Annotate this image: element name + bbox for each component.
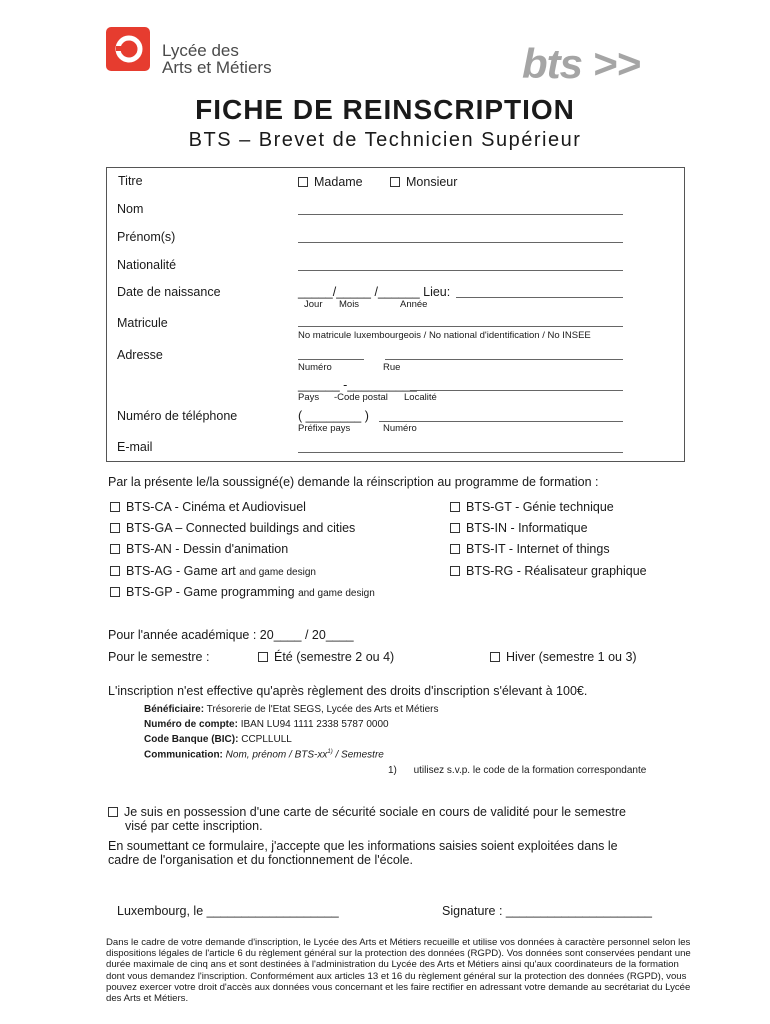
ete-checkbox[interactable] [258,652,268,662]
communication-footnote-ref: 1) [327,749,333,755]
program-option[interactable] [110,500,306,514]
communication-value: Nom, prénom / BTS-xx [225,749,328,761]
naissance-label: Date de naissance [117,285,221,299]
program-sublabel: and game design [239,567,316,578]
program-option[interactable] [110,542,288,556]
annee-hint: Année [400,299,428,310]
prefixe-hint: Préfixe pays [298,423,351,434]
email-field[interactable] [298,452,623,453]
mois-hint: Mois [339,299,360,310]
bic-row [144,734,292,745]
beneficiaire-value: Trésorerie de l'Etat SEGS, Lycée des Arts et Métiers [206,704,439,715]
program-label: BTS-AG - Game art [126,564,236,578]
program-checkbox[interactable] [450,523,460,533]
program-option[interactable] [450,542,610,556]
beneficiaire-row [144,704,438,715]
footnote [388,765,646,776]
telephone-prefix-field[interactable]: ( ________ ) [298,409,369,423]
annee-academique[interactable]: Pour l'année académique : 20____ / 20____ [108,628,354,642]
nom-label: Nom [117,202,144,216]
program-option[interactable] [450,564,647,578]
prenom-field[interactable] [298,242,623,243]
ete-option[interactable] [258,650,394,664]
localite-field[interactable] [410,390,623,391]
program-checkbox[interactable] [110,544,120,554]
school-logo-icon [106,27,150,71]
compte-value: IBAN LU94 1111 2338 5787 0000 [240,719,389,730]
program-label: BTS-AN - Dessin d'animation [126,542,289,556]
program-checkbox[interactable] [450,502,460,512]
telephone-field[interactable] [379,421,623,422]
lieu-date-field[interactable]: Luxembourg, le ___________________ [117,904,339,918]
school-name [162,42,272,76]
pays-cp-field[interactable]: ______ -__________ [298,378,417,392]
semestre-label: Pour le semestre : [108,650,210,664]
rue-hint: Rue [383,362,401,373]
numero-hint: Numéro [298,362,332,373]
program-checkbox[interactable] [450,544,460,554]
program-option[interactable] [450,500,614,514]
madame-option[interactable] [298,175,363,189]
date-lieu-field[interactable]: _____/_____ /______ Lieu: [298,285,451,299]
bts-logo: bts >> [522,40,640,87]
bic-value: CCPLLULL [241,734,292,745]
program-sublabel: and game design [298,588,375,599]
payment-intro: L'inscription n'est effective qu'après règlement des droits d'inscription s'élevant à 100€. [108,684,588,698]
communication-tail: / Semestre [332,749,384,761]
hiver-checkbox[interactable] [490,652,500,662]
program-label: BTS-GP - Game programming [126,585,295,599]
adresse-label: Adresse [117,348,163,362]
hiver-option[interactable] [490,650,637,664]
school-name-line1: Lycée des [162,41,239,60]
program-option[interactable] [450,521,588,535]
monsieur-option[interactable] [390,175,457,189]
securite-text: Je suis en possession d'une carte de sécurité sociale en cours de validité pour le semestre [124,805,626,819]
securite-checkbox[interactable] [108,807,118,817]
program-label: BTS-GT - Génie technique [466,500,614,514]
securite-text-line2: visé par cette inscription. [125,819,263,833]
telephone-label: Numéro de téléphone [117,409,238,423]
rue-field[interactable] [385,359,623,360]
numero-field[interactable] [298,359,364,360]
tel-numero-hint: Numéro [383,423,417,434]
request-text: Par la présente le/la soussigné(e) demande la réinscription au programme de formation : [108,475,599,489]
nom-field[interactable] [298,214,623,215]
consent-line2: cadre de l'organisation et du fonctionnement de l'école. [108,853,413,867]
matricule-label: Matricule [117,316,168,330]
program-checkbox[interactable] [110,566,120,576]
program-checkbox[interactable] [450,566,460,576]
program-option[interactable] [110,585,375,599]
program-label: BTS-IT - Internet of things [466,542,610,556]
bic-label: Code Banque (BIC): [144,734,239,745]
compte-row [144,719,389,730]
lieu-field[interactable] [456,297,623,298]
pays-hint: Pays [298,392,320,403]
program-option[interactable] [110,564,316,578]
consent-line1: En soumettant ce formulaire, j'accepte que les informations saisies soient exploitées dans le [108,839,618,853]
matricule-field[interactable] [298,326,623,327]
madame-checkbox[interactable] [298,177,308,187]
program-label: BTS-GA – Connected buildings and cities [126,521,356,535]
school-name-line2: Arts et Métiers [162,58,272,77]
communication-label: Communication: [144,749,223,761]
nationalite-label: Nationalité [117,258,177,272]
communication-row [144,749,384,760]
program-option[interactable] [110,521,355,535]
beneficiaire-label: Bénéficiaire: [144,704,205,715]
page-title: FICHE DE REINSCRIPTION [195,94,575,125]
email-label: E-mail [117,440,153,454]
footnote-number: 1) [388,765,397,776]
monsieur-checkbox[interactable] [390,177,400,187]
program-checkbox[interactable] [110,502,120,512]
matricule-hint: No matricule luxembourgeois / No national d'identification / No INSEE [298,330,591,341]
program-checkbox[interactable] [110,523,120,533]
program-label: BTS-RG - Réalisateur graphique [466,564,647,578]
securite-option[interactable] [108,805,626,819]
localite-hint: Localité [404,392,437,403]
titre-label: Titre [118,174,143,188]
program-checkbox[interactable] [110,587,120,597]
code-postal-hint: -Code postal [334,392,388,403]
hiver-label: Hiver (semestre 1 ou 3) [506,650,637,664]
program-label: BTS-CA - Cinéma et Audiovisuel [126,500,306,514]
program-label: BTS-IN - Informatique [466,521,588,535]
legal-notice: Dans le cadre de votre demande d'inscription, le Lycée des Arts et Métiers recueille et utilise vos données à caractère personnel selon les dispositions légales de l'article 6 du règlement général sur la protection des données (RGPD). Vos données sont conservées pendant une durée maximale de cinq ans et sont destinées à l'administration du Lycée des Arts et Métiers ainsi qu'aux coordinateurs de la formation dont vous demandez l'inscription. Conformément aux articles 13 et 16 du règlement général sur la protection des données (RGPD), vous pouvez exercer votre droit d'accès aux données vous concernant et les faire rectifier en adressant votre demande au secrétariat du Lycée des Arts et Métiers. [106,937,691,1005]
signature-field[interactable]: Signature : _____________________ [442,904,652,918]
madame-label: Madame [314,175,363,189]
jour-hint: Jour [304,299,323,310]
monsieur-label: Monsieur [406,175,458,189]
footnote-text: utilisez s.v.p. le code de la formation correspondante [413,765,647,776]
ete-label: Été (semestre 2 ou 4) [274,650,395,664]
compte-label: Numéro de compte: [144,719,238,730]
nationalite-field[interactable] [298,270,623,271]
prenom-label: Prénom(s) [117,230,176,244]
page-subtitle: BTS – Brevet de Technicien Supérieur [188,129,582,151]
